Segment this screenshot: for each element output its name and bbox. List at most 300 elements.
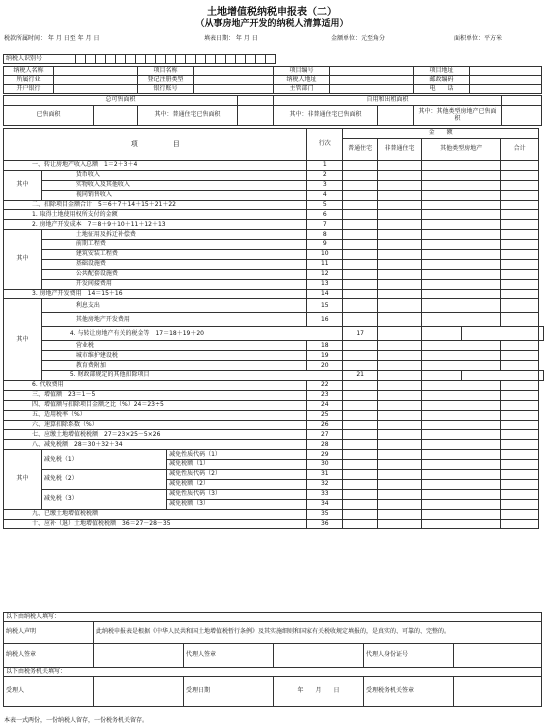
row-line-number: 3 xyxy=(307,180,343,190)
table-row xyxy=(4,289,544,299)
amount-unit: 金额单位：元至角分 xyxy=(331,35,386,42)
row-line-number: 1 xyxy=(307,161,343,171)
total-cell[interactable] xyxy=(501,400,539,410)
row-item-label: 三、增值额 23＝1－5 xyxy=(4,390,307,400)
row-line-number: 28 xyxy=(307,440,343,450)
non-ordinary-housing-cell[interactable] xyxy=(378,200,422,210)
other-type-cell[interactable] xyxy=(422,519,501,529)
row-item-label: 减免税额（3） xyxy=(167,499,307,509)
total-cell[interactable] xyxy=(501,170,539,180)
table-row xyxy=(4,341,544,351)
amount-header: 金 额 xyxy=(343,129,539,139)
agent-sign-label: 代理人签章 xyxy=(184,644,274,668)
ordinary-housing-cell[interactable] xyxy=(343,230,378,240)
tax-period: 税款所属时间： 年 月 日至 年 月 日 xyxy=(4,35,100,42)
table-row xyxy=(4,400,544,410)
non-ordinary-housing-cell[interactable] xyxy=(378,460,422,470)
taxpayer-sign-field[interactable] xyxy=(94,644,184,668)
ordinary-housing-cell[interactable] xyxy=(343,410,378,420)
other-type-cell[interactable] xyxy=(422,180,501,190)
total-cell[interactable] xyxy=(501,190,539,200)
other-type-cell[interactable] xyxy=(422,299,501,313)
row-line-number: 24 xyxy=(307,400,343,410)
row-line-number: 20 xyxy=(307,361,343,371)
ordinary-housing-cell[interactable] xyxy=(343,489,378,499)
project-address-value[interactable] xyxy=(470,67,542,76)
ordinary-housing-cell[interactable] xyxy=(343,259,378,269)
tax-office-fill-label: 以下由税务机关填写： xyxy=(4,668,542,677)
total-cell[interactable] xyxy=(501,499,539,509)
ordinary-housing-cell[interactable] xyxy=(343,450,378,460)
non-ordinary-housing-cell[interactable] xyxy=(378,240,422,250)
ordinary-housing-cell[interactable] xyxy=(343,210,378,220)
total-cell[interactable] xyxy=(501,509,539,519)
id-digit-box[interactable] xyxy=(96,55,106,64)
row-item-label: 3. 房地产开发费用 14＝15＋16 xyxy=(4,289,307,299)
non-ordinary-housing-cell[interactable] xyxy=(378,299,422,313)
total-cell[interactable] xyxy=(501,470,539,480)
industry-label: 所属行业 xyxy=(4,76,54,85)
row-line-number: 12 xyxy=(307,269,343,279)
table-row xyxy=(4,410,544,420)
other-type-cell[interactable] xyxy=(422,479,501,489)
row-item-label: 八、减免税额 28＝30＋32＋34 xyxy=(4,440,307,450)
table-row xyxy=(4,220,544,230)
other-type-cell[interactable] xyxy=(422,230,501,240)
total-cell[interactable] xyxy=(501,489,539,499)
total-cell[interactable] xyxy=(501,390,539,400)
receive-date-field[interactable]: 年 月 日 xyxy=(274,677,364,707)
ordinary-housing-cell[interactable] xyxy=(343,440,378,450)
bank-value[interactable] xyxy=(54,85,138,94)
other-type-cell[interactable] xyxy=(461,371,538,381)
non-ordinary-housing-cell[interactable] xyxy=(378,220,422,230)
total-cell[interactable] xyxy=(501,479,539,489)
ordinary-housing-cell[interactable] xyxy=(378,371,422,381)
row-line-number: 5 xyxy=(307,200,343,210)
non-ordinary-sold-area-value[interactable] xyxy=(378,106,414,126)
total-saleable-area-label: 总可售面积 xyxy=(4,96,238,106)
total-cell[interactable] xyxy=(501,460,539,470)
phone-value[interactable] xyxy=(470,85,542,94)
total-cell[interactable] xyxy=(501,279,539,289)
row-line-number: 7 xyxy=(307,220,343,230)
non-ordinary-housing-header: 非普通住宅 xyxy=(378,139,422,161)
id-digit-box[interactable] xyxy=(236,55,246,64)
total-cell[interactable] xyxy=(501,289,539,299)
non-ordinary-housing-cell[interactable] xyxy=(378,289,422,299)
total-cell[interactable] xyxy=(501,361,539,371)
row-line-number: 8 xyxy=(307,230,343,240)
taxpayer-sign-label: 纳税人签章 xyxy=(4,644,94,668)
table-row xyxy=(4,509,544,519)
row-line-number: 2 xyxy=(307,170,343,180)
other-type-cell[interactable] xyxy=(422,210,501,220)
row-line-number: 30 xyxy=(307,460,343,470)
ordinary-housing-cell[interactable] xyxy=(343,250,378,260)
row-item-label: 开发间接费用 xyxy=(41,279,307,289)
table-row xyxy=(4,361,544,371)
total-cell[interactable] xyxy=(501,200,539,210)
row-item-label: 利息支出 xyxy=(41,299,307,313)
non-ordinary-housing-cell[interactable] xyxy=(378,180,422,190)
row-item-label: 货币收入 xyxy=(41,170,307,180)
non-ordinary-housing-cell[interactable] xyxy=(378,499,422,509)
non-ordinary-housing-cell[interactable] xyxy=(378,440,422,450)
ordinary-housing-cell[interactable] xyxy=(343,499,378,509)
non-ordinary-housing-cell[interactable] xyxy=(378,509,422,519)
non-ordinary-housing-cell[interactable] xyxy=(378,489,422,499)
footnote: 本表一式两份，一份纳税人留存，一份税务机关留存。 xyxy=(4,717,149,724)
self-use-rent-area-label: 自用和出租面积 xyxy=(274,96,502,106)
reduction-group-label: 减免税（1） xyxy=(41,450,166,470)
non-ordinary-housing-cell[interactable] xyxy=(422,371,462,381)
total-cell[interactable] xyxy=(501,161,539,171)
id-digit-box[interactable] xyxy=(136,55,146,64)
other-type-cell[interactable] xyxy=(422,259,501,269)
postal-code-label: 邮政编码 xyxy=(414,76,470,85)
table-row xyxy=(4,190,544,200)
id-digit-box[interactable] xyxy=(166,55,176,64)
side-label: 其中 xyxy=(4,450,42,509)
non-ordinary-housing-cell[interactable] xyxy=(378,230,422,240)
ordinary-housing-cell[interactable] xyxy=(343,470,378,480)
table-row xyxy=(4,269,544,279)
row-line-number: 9 xyxy=(307,240,343,250)
total-cell[interactable] xyxy=(501,240,539,250)
table-row xyxy=(4,489,544,499)
total-cell[interactable] xyxy=(539,327,544,341)
row-line-number: 26 xyxy=(307,420,343,430)
authority-value[interactable] xyxy=(330,85,414,94)
other-type-cell[interactable] xyxy=(422,200,501,210)
ordinary-housing-cell[interactable] xyxy=(343,400,378,410)
row-line-number: 6 xyxy=(307,210,343,220)
id-digit-box[interactable] xyxy=(146,55,156,64)
row-line-number: 16 xyxy=(307,313,343,327)
ordinary-housing-cell[interactable] xyxy=(343,299,378,313)
table-row xyxy=(4,240,544,250)
total-saleable-area-value[interactable] xyxy=(238,96,274,106)
non-ordinary-housing-cell[interactable] xyxy=(378,170,422,180)
total-cell[interactable] xyxy=(501,381,539,391)
non-ordinary-housing-cell[interactable] xyxy=(378,259,422,269)
total-cell[interactable] xyxy=(501,259,539,269)
sold-area-value[interactable] xyxy=(94,106,138,126)
other-type-cell[interactable] xyxy=(422,190,501,200)
other-type-cell[interactable] xyxy=(422,240,501,250)
total-cell[interactable] xyxy=(501,519,539,529)
reduction-group-label: 减免税（3） xyxy=(41,489,166,509)
non-ordinary-sold-area-label: 其中：非普通住宅已售面积 xyxy=(274,106,378,126)
row-line-number: 25 xyxy=(307,410,343,420)
table-row xyxy=(4,230,544,240)
total-cell[interactable] xyxy=(501,440,539,450)
other-type-cell[interactable] xyxy=(422,279,501,289)
row-item-label: 减免性质代码（3） xyxy=(167,489,307,499)
row-item-label: 九、已缴土地增值税税额 xyxy=(4,509,307,519)
other-type-cell[interactable] xyxy=(422,361,501,371)
row-line-number: 27 xyxy=(307,430,343,440)
other-type-cell[interactable] xyxy=(422,381,501,391)
bank-account-label: 银行账号 xyxy=(138,85,194,94)
row-item-label: 前期工程费 xyxy=(41,240,307,250)
row-line-number: 32 xyxy=(307,479,343,489)
id-digit-box[interactable] xyxy=(266,55,276,64)
non-ordinary-housing-cell[interactable] xyxy=(378,450,422,460)
total-cell[interactable] xyxy=(501,450,539,460)
ordinary-housing-cell[interactable] xyxy=(343,220,378,230)
id-digit-box[interactable] xyxy=(246,55,256,64)
ordinary-housing-cell[interactable] xyxy=(378,327,422,341)
id-digit-box[interactable] xyxy=(216,55,226,64)
row-item-label: 二、扣除项目金额合计 5＝6＋7＋14＋15＋21＋22 xyxy=(4,200,307,210)
ordinary-housing-cell[interactable] xyxy=(343,351,378,361)
total-cell[interactable] xyxy=(501,341,539,351)
other-type-sold-area-value[interactable] xyxy=(502,106,542,126)
other-type-cell[interactable] xyxy=(422,499,501,509)
ordinary-housing-cell[interactable] xyxy=(343,509,378,519)
other-type-cell[interactable] xyxy=(422,313,501,327)
item-header: 项 目 xyxy=(4,129,307,161)
total-cell[interactable] xyxy=(501,351,539,361)
ordinary-housing-cell[interactable] xyxy=(343,289,378,299)
agent-sign-field[interactable] xyxy=(274,644,364,668)
other-type-header: 其他类型房地产 xyxy=(422,139,501,161)
table-row xyxy=(4,450,544,460)
receiver-field[interactable] xyxy=(94,677,184,707)
id-digit-box[interactable] xyxy=(206,55,216,64)
non-ordinary-housing-cell[interactable] xyxy=(378,313,422,327)
non-ordinary-housing-cell[interactable] xyxy=(378,519,422,529)
row-line-number: 4 xyxy=(307,190,343,200)
bank-account-value[interactable] xyxy=(194,85,274,94)
table-row xyxy=(4,470,544,480)
bank-label: 开户银行 xyxy=(4,85,54,94)
non-ordinary-housing-cell[interactable] xyxy=(378,390,422,400)
non-ordinary-housing-cell[interactable] xyxy=(378,210,422,220)
total-cell[interactable] xyxy=(501,230,539,240)
total-cell[interactable] xyxy=(501,410,539,420)
row-line-number: 17 xyxy=(343,327,378,341)
project-name-value[interactable] xyxy=(194,67,274,76)
row-line-number: 10 xyxy=(307,250,343,260)
table-row xyxy=(4,250,544,260)
ordinary-housing-cell[interactable] xyxy=(343,170,378,180)
other-type-cell[interactable] xyxy=(422,410,501,420)
other-type-cell[interactable] xyxy=(422,460,501,470)
total-cell[interactable] xyxy=(501,250,539,260)
row-item-label: 建筑安装工程费 xyxy=(41,250,307,260)
non-ordinary-housing-cell[interactable] xyxy=(378,269,422,279)
row-line-number: 15 xyxy=(307,299,343,313)
id-digit-box[interactable] xyxy=(126,55,136,64)
ordinary-housing-cell[interactable] xyxy=(343,430,378,440)
row-item-label: 十、应补（退）土地增值税税额 36＝27－28－35 xyxy=(4,519,307,529)
row-item-label: 公共配套设施费 xyxy=(41,269,307,279)
table-row xyxy=(4,420,544,430)
side-label: 其中 xyxy=(4,299,42,381)
other-type-cell[interactable] xyxy=(422,289,501,299)
row-item-label: 四、增值额与扣除项目金额之比（%）24＝23÷5 xyxy=(4,400,307,410)
row-line-number: 35 xyxy=(307,509,343,519)
row-item-label: 1. 取得土地使用权所支付的金额 xyxy=(4,210,307,220)
table-row xyxy=(4,299,544,313)
reduction-group-label: 减免税（2） xyxy=(41,470,166,490)
total-cell[interactable] xyxy=(501,269,539,279)
other-type-sold-area-label: 其中：其他类型房地产已售面积 xyxy=(414,106,502,126)
id-digit-box[interactable] xyxy=(76,55,86,64)
ordinary-housing-cell[interactable] xyxy=(343,279,378,289)
postal-code-value[interactable] xyxy=(470,76,542,85)
id-digit-box[interactable] xyxy=(176,55,186,64)
receiver-label: 受理人 xyxy=(4,677,94,707)
ordinary-sold-area-value[interactable] xyxy=(238,106,274,126)
taxpayer-name-value[interactable] xyxy=(54,67,138,76)
row-line-number: 36 xyxy=(307,519,343,529)
form-subtitle: （从事房地产开发的纳税人清算适用） xyxy=(195,19,349,29)
other-type-cell[interactable] xyxy=(422,400,501,410)
id-digit-box[interactable] xyxy=(156,55,166,64)
non-ordinary-housing-cell[interactable] xyxy=(378,161,422,171)
table-row xyxy=(4,519,544,529)
other-type-cell[interactable] xyxy=(422,351,501,361)
row-item-label: 城市维护建设税 xyxy=(41,351,307,361)
row-line-number: 29 xyxy=(307,450,343,460)
non-ordinary-housing-cell[interactable] xyxy=(378,400,422,410)
non-ordinary-housing-cell[interactable] xyxy=(378,420,422,430)
agent-id-field[interactable] xyxy=(454,644,542,668)
total-cell[interactable] xyxy=(501,220,539,230)
total-cell[interactable] xyxy=(501,299,539,313)
registration-type-value[interactable] xyxy=(194,76,274,85)
row-item-label: 6. 代收费用 xyxy=(4,381,307,391)
project-number-value[interactable] xyxy=(330,67,414,76)
other-type-cell[interactable] xyxy=(422,470,501,480)
total-cell[interactable] xyxy=(501,180,539,190)
non-ordinary-housing-cell[interactable] xyxy=(378,341,422,351)
non-ordinary-housing-cell[interactable] xyxy=(378,470,422,480)
other-type-cell[interactable] xyxy=(422,420,501,430)
ordinary-housing-cell[interactable] xyxy=(343,269,378,279)
industry-value[interactable] xyxy=(54,76,138,85)
other-type-cell[interactable] xyxy=(422,489,501,499)
non-ordinary-housing-cell[interactable] xyxy=(378,430,422,440)
table-row xyxy=(4,259,544,269)
area-unit: 面积单位：平方米 xyxy=(454,35,503,42)
other-type-cell[interactable] xyxy=(422,250,501,260)
non-ordinary-housing-cell[interactable] xyxy=(378,351,422,361)
ordinary-housing-cell[interactable] xyxy=(343,420,378,430)
ordinary-housing-cell[interactable] xyxy=(343,180,378,190)
row-item-label: 七、应缴土地增值税税额 27＝23×25－5×26 xyxy=(4,430,307,440)
row-item-label: 减免性质代码（1） xyxy=(167,450,307,460)
table-row xyxy=(4,161,544,171)
id-digit-box[interactable] xyxy=(106,55,116,64)
other-type-cell[interactable] xyxy=(422,430,501,440)
table-row xyxy=(4,390,544,400)
ordinary-housing-cell[interactable] xyxy=(343,381,378,391)
taxpayer-fill-label: 以下由纳税人填写： xyxy=(4,613,542,622)
ordinary-housing-cell[interactable] xyxy=(343,190,378,200)
declaration-table xyxy=(3,612,542,707)
other-type-cell[interactable] xyxy=(422,161,501,171)
total-cell[interactable] xyxy=(501,313,539,327)
total-cell[interactable] xyxy=(501,430,539,440)
other-type-cell[interactable] xyxy=(422,220,501,230)
id-digit-box[interactable] xyxy=(116,55,126,64)
ordinary-housing-cell[interactable] xyxy=(343,390,378,400)
ordinary-housing-cell[interactable] xyxy=(343,361,378,371)
other-type-cell[interactable] xyxy=(461,327,538,341)
non-ordinary-housing-cell[interactable] xyxy=(378,479,422,489)
ordinary-housing-cell[interactable] xyxy=(343,341,378,351)
id-digit-box[interactable] xyxy=(196,55,206,64)
other-type-cell[interactable] xyxy=(422,450,501,460)
other-type-cell[interactable] xyxy=(422,509,501,519)
table-row xyxy=(4,430,544,440)
row-line-number: 34 xyxy=(307,499,343,509)
ordinary-housing-cell[interactable] xyxy=(343,200,378,210)
self-use-rent-area-value[interactable] xyxy=(502,96,542,106)
non-ordinary-housing-cell[interactable] xyxy=(422,327,462,341)
taxpayer-address-value[interactable] xyxy=(330,76,414,85)
table-row xyxy=(4,170,544,180)
project-number-label: 项目编号 xyxy=(274,67,330,76)
other-type-cell[interactable] xyxy=(422,390,501,400)
ordinary-housing-cell[interactable] xyxy=(343,240,378,250)
fill-date: 填表日期： 年 月 日 xyxy=(204,35,258,42)
non-ordinary-housing-cell[interactable] xyxy=(378,190,422,200)
phone-label: 电 话 xyxy=(414,85,470,94)
other-type-cell[interactable] xyxy=(422,269,501,279)
row-item-label: 其他房地产开发费用 xyxy=(41,313,307,327)
row-item-label: 六、速算扣除系数（%） xyxy=(4,420,307,430)
row-item-label: 实物收入及其他收入 xyxy=(41,180,307,190)
taxpayer-name-label: 纳税人名称 xyxy=(4,67,54,76)
total-cell[interactable] xyxy=(539,371,544,381)
other-type-cell[interactable] xyxy=(422,341,501,351)
total-cell[interactable] xyxy=(501,420,539,430)
ordinary-housing-cell[interactable] xyxy=(343,479,378,489)
side-label: 其中 xyxy=(4,170,42,200)
ordinary-housing-cell[interactable] xyxy=(343,313,378,327)
non-ordinary-housing-cell[interactable] xyxy=(378,381,422,391)
sold-area-label: 已售面积 xyxy=(4,106,94,126)
id-digit-box[interactable] xyxy=(256,55,266,64)
row-line-number: 23 xyxy=(307,390,343,400)
tax-office-seal-field[interactable] xyxy=(454,677,542,707)
row-line-number: 18 xyxy=(307,341,343,351)
ordinary-housing-cell[interactable] xyxy=(343,460,378,470)
project-name-label: 项目名称 xyxy=(138,67,194,76)
total-cell[interactable] xyxy=(501,210,539,220)
non-ordinary-housing-cell[interactable] xyxy=(378,279,422,289)
non-ordinary-housing-cell[interactable] xyxy=(378,410,422,420)
row-line-number: 13 xyxy=(307,279,343,289)
id-digit-box[interactable] xyxy=(86,55,96,64)
ordinary-housing-cell[interactable] xyxy=(343,161,378,171)
id-digit-box[interactable] xyxy=(226,55,236,64)
id-digit-box[interactable] xyxy=(186,55,196,64)
row-item-label: 基础设施费 xyxy=(41,259,307,269)
other-type-cell[interactable] xyxy=(422,170,501,180)
other-type-cell[interactable] xyxy=(422,440,501,450)
ordinary-housing-cell[interactable] xyxy=(343,519,378,529)
main-tax-table xyxy=(3,128,544,529)
non-ordinary-housing-cell[interactable] xyxy=(378,361,422,371)
non-ordinary-housing-cell[interactable] xyxy=(378,250,422,260)
